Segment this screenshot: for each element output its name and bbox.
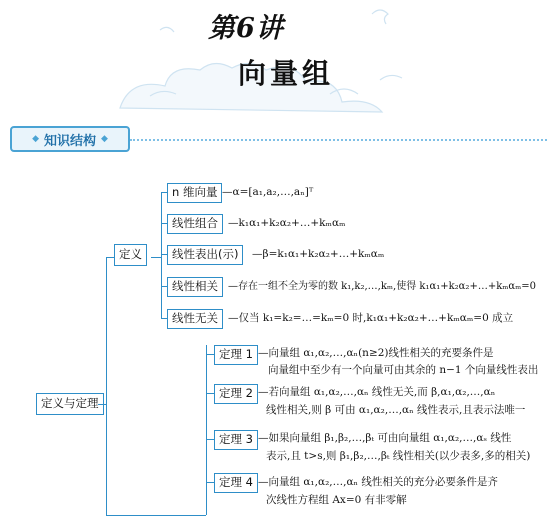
connector (206, 482, 214, 483)
def-item-desc: —k₁α₁+k₂α₂+…+kₘαₘ (228, 217, 346, 229)
def-item-desc: —β=k₁α₁+k₂α₂+…+kₘαₘ (252, 248, 385, 260)
connector (206, 393, 214, 394)
theorem-box (214, 430, 258, 450)
theorem-line: 线性相关,则 β 可由 α₁,α₂,…,αₙ 线性表示,且表示法唯一 (266, 404, 526, 416)
def-item-desc: —仅当 k₁=k₂=…=kₘ=0 时,k₁α₁+k₂α₂+…+kₘαₘ=0 成立 (228, 312, 514, 324)
connector (98, 404, 106, 405)
theorem-line: —如果向量组 β₁,β₂,…,βₜ 可由向量组 α₁,α₂,…,αₛ 线性 (258, 432, 512, 444)
theorem-line: —向量组 α₁,α₂,…,αₙ(n≥2)线性相关的充要条件是 (258, 347, 494, 359)
diamond-icon: ◆ (32, 134, 39, 144)
def-item-desc: —α=[a₁,a₂,…,aₙ]ᵀ (222, 186, 314, 198)
theorem-line: 向量组中至少有一个向量可由其余的 n−1 个向量线性表出 (268, 364, 539, 376)
root-node (36, 393, 104, 415)
connector (106, 257, 114, 258)
connector (206, 345, 207, 515)
section-divider (130, 139, 547, 141)
root-node-label: 定义与定理 (41, 396, 99, 410)
lecture-number: 第6讲 (208, 13, 284, 44)
theorem-label: 定理 2 (219, 386, 253, 400)
theorem-line: —若向量组 α₁,α₂,…,αₙ 线性无关,而 β,α₁,α₂,…,αₙ (258, 386, 496, 398)
def-item-box (167, 183, 222, 203)
def-item-term: 线性无关 (172, 311, 218, 325)
theorem-line: 次线性方程组 Ax=0 有非零解 (266, 494, 407, 506)
def-item-term: 线性相关 (172, 279, 218, 293)
connector (151, 257, 161, 258)
connector (106, 515, 206, 516)
connector (161, 192, 162, 318)
def-item-box (167, 214, 223, 234)
theorem-line: 表示,且 t>s,则 β₁,β₂,…,βₜ 线性相关(以少表多,多的相关) (266, 450, 531, 462)
theorem-label: 定理 4 (219, 475, 253, 489)
connector (206, 354, 214, 355)
theorem-box (214, 345, 258, 365)
def-item-desc: —存在一组不全为零的数 k₁,k₂,…,kₘ,使得 k₁α₁+k₂α₂+…+kₘαₘ=0 (228, 281, 537, 292)
def-item-box (167, 309, 223, 329)
connector (206, 439, 214, 440)
lecture-topic: 向量组 (238, 57, 335, 90)
theorem-box (214, 384, 258, 404)
diamond-icon: ◆ (101, 134, 108, 144)
def-item-box (167, 245, 243, 265)
def-item-term: n 维向量 (172, 185, 218, 199)
theorem-line: —向量组 α₁,α₂,…,αₙ 线性相关的充分必要条件是齐 (258, 476, 498, 488)
definition-node (114, 244, 147, 266)
def-item-term: 线性组合 (172, 216, 218, 230)
theorem-label: 定理 3 (219, 432, 253, 446)
connector (106, 257, 107, 515)
def-item-box (167, 277, 223, 297)
definition-node-label: 定义 (119, 247, 142, 261)
def-item-term: 线性表出(示) (172, 247, 239, 261)
theorem-box (214, 473, 258, 493)
theorem-label: 定理 1 (219, 347, 253, 361)
section-label (10, 126, 130, 152)
section-label-text: 知识结构 (43, 133, 96, 149)
